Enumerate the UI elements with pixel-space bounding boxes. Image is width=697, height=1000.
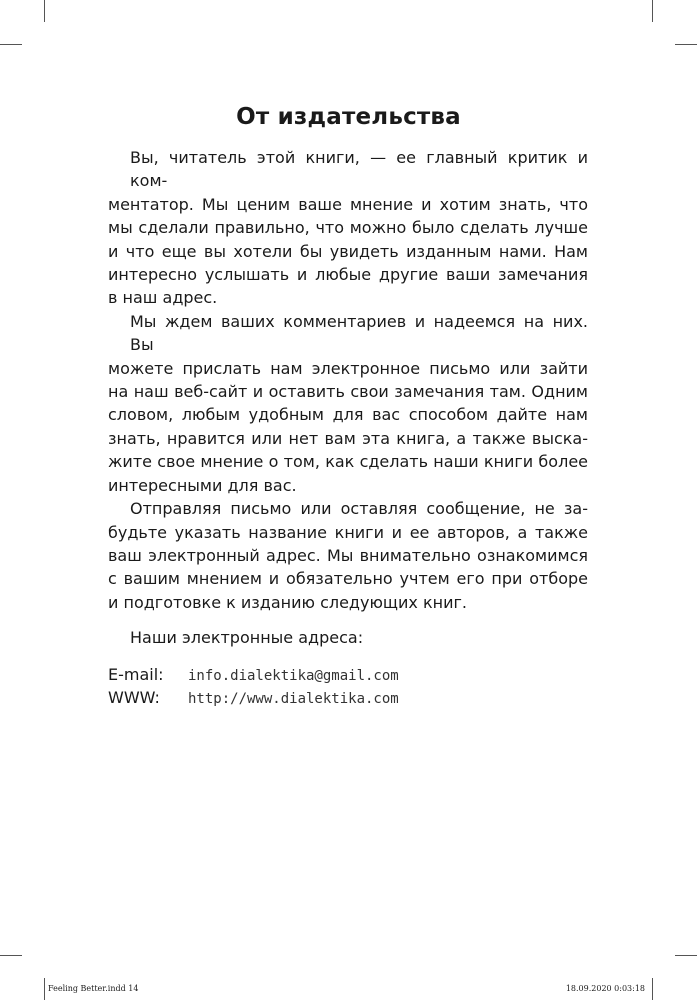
website-link[interactable]: http://www.dialektika.com <box>188 690 399 707</box>
paragraph-2 <box>108 310 588 497</box>
body-text <box>108 146 588 710</box>
text-line: Мы ждем ваших комментариев и надеемся на них. Вы <box>130 311 588 355</box>
contact-label: WWW: <box>108 687 160 707</box>
footer-timestamp: 18.09.2020 0:03:18 <box>565 984 645 993</box>
text-line: жите свое мнение о том, как сделать наши книги более <box>108 452 588 472</box>
email-address[interactable]: info.dialektika@gmail.com <box>188 667 399 684</box>
text-line: на наш веб-сайт и оставить свои замечания там. Одним <box>108 382 588 402</box>
contact-row-www <box>108 687 588 710</box>
text-line: ментатор. Мы ценим ваше мнение и хотим знать, что <box>108 194 588 214</box>
text-line: в наш адрес. <box>108 288 218 308</box>
footer-file-name: Feeling Better.indd 14 <box>48 984 139 993</box>
crop-mark-top-left <box>44 0 45 22</box>
crop-mark-top-left-h <box>0 44 22 45</box>
text-line: с вашим мнением и обязательно учтем его при отборе <box>108 569 588 589</box>
text-line: будьте указать название книги и ее авторов, а также <box>108 522 588 542</box>
crop-mark-top-right-h <box>675 44 697 45</box>
text-line: словом, любым удобным для вас способом дайте нам <box>108 405 588 425</box>
text-line: Отправляя письмо или оставляя сообщение, не за- <box>130 499 588 519</box>
contact-row-email <box>108 664 588 687</box>
contact-label: E-mail: <box>108 664 164 684</box>
text-line: интересными для вас. <box>108 475 297 495</box>
page-title: От издательства <box>236 104 461 130</box>
paragraph-1 <box>108 146 588 310</box>
crop-mark-top-right <box>652 0 653 22</box>
crop-mark-bottom-right-h <box>675 955 697 956</box>
addresses-heading: Наши электронные адреса: <box>130 628 364 648</box>
text-line: мы сделали правильно, что можно было сделать лучше <box>108 218 588 238</box>
text-line: ваш электронный адрес. Мы внимательно ознакомимся <box>108 545 588 565</box>
text-line: интересно услышать и любые другие ваши замечания <box>108 265 588 285</box>
text-line: можете прислать нам электронное письмо или зайти <box>108 358 588 378</box>
text-line: и что еще вы хотели бы увидеть изданным нами. Нам <box>108 241 588 261</box>
text-line: и подготовке к изданию следующих книг. <box>108 592 467 612</box>
crop-mark-bottom-left <box>44 978 45 1000</box>
crop-mark-bottom-left-h <box>0 955 22 956</box>
contacts-list <box>108 664 588 710</box>
paragraph-3 <box>108 497 588 614</box>
text-line: знать, нравится или нет вам эта книга, а также выска- <box>108 428 588 448</box>
crop-mark-bottom-right <box>652 978 653 1000</box>
text-line: Вы, читатель этой книги, — ее главный критик и ком- <box>130 148 588 191</box>
